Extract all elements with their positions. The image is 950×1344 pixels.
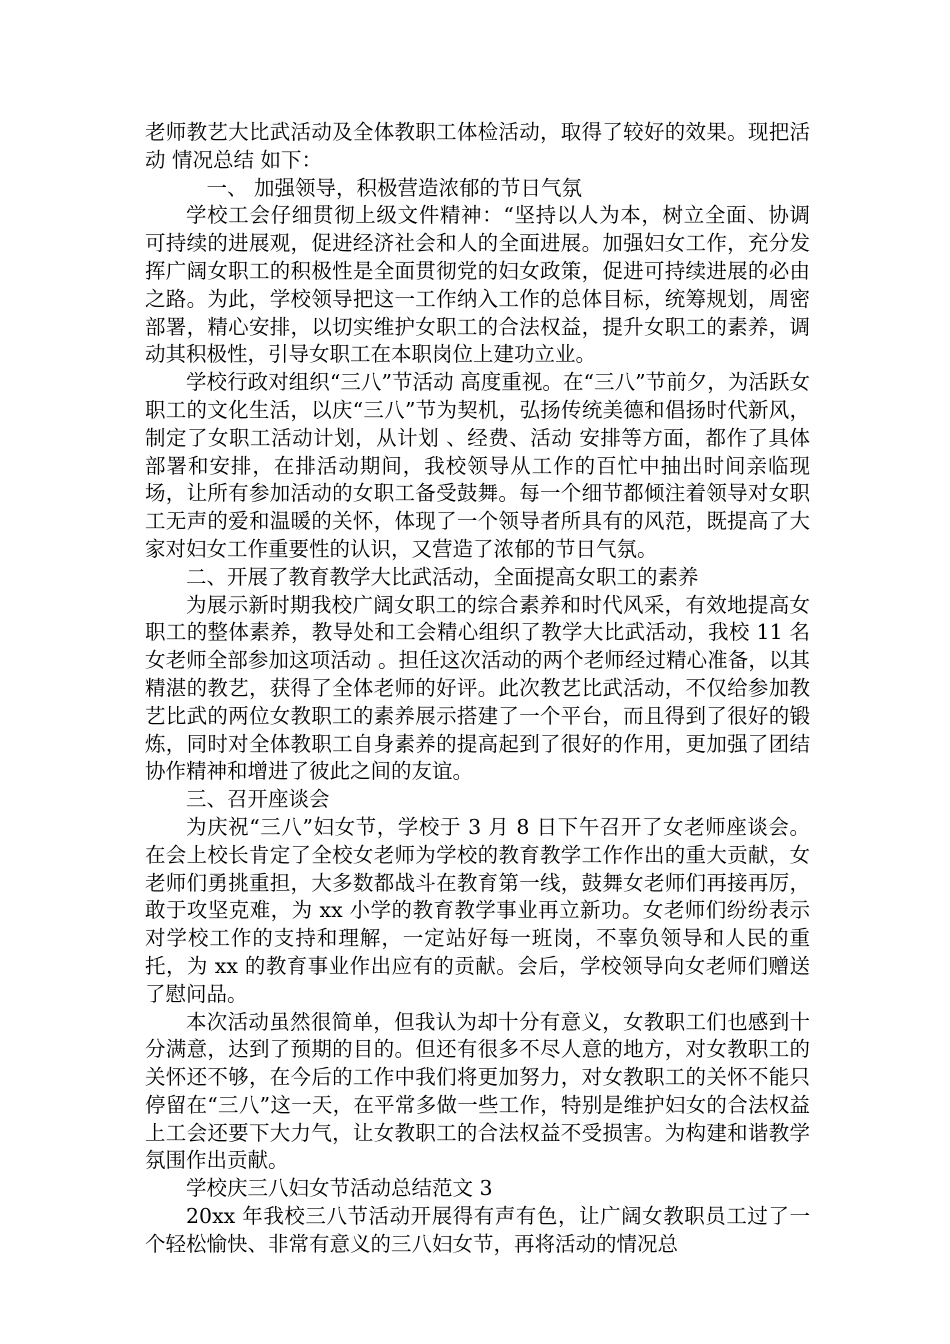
paragraph-body: 为展示新时期我校广阔女职工的综合素养和时代风采，有效地提高女职工的整体素养，教导处和工会精心组织了教学大比武活动，我校 11 名女老师全部参加这项活动 。担任这次活动的两个老师经过精心准备，以其精湛的教艺，获得了全体老师的好评。此次教艺比武活动，不仅给参加教艺比武的两位女教职工的素养展示搭建了一个平台，而且得到了很好的锻炼，同时对全体教职工自身素养的提高起到了很好的作用，更加强了团结协作精神和增进了彼此之间的友谊。 (145, 592, 810, 784)
section-heading-3: 三、召开座谈会 (186, 787, 330, 812)
paragraph-intro: 老师教艺大比武活动及全体教职工体检活动，取得了较好的效果。现把活动 情况总结 如下： (145, 120, 810, 172)
paragraph-body: 学校工会仔细贯彻上级文件精神：“坚持以人为本，树立全面、协调可持续的进展观，促进经济社会和人的全面进展。加强妇女工作，充分发挥广阔女职工的积极性是全面贯彻党的妇女政策，促进可持续进展的必由之路。为此，学校领导把这一工作纳入工作的总体目标，统筹规划，周密部署，精心安排，以切实维护女职工的合法权益，提升女职工的素养，调动其积极性，引导女职工在本职岗位上建功立业。 (145, 203, 810, 367)
document-page (145, 119, 810, 1259)
article-title: 学校庆三八妇女节活动总结范文 3 (186, 1176, 493, 1201)
paragraph-body: 本次活动虽然很简单，但我认为却十分有意义，女教职工们也感到十分满意，达到了预期的目的。但还有很多不尽人意的地方，对女教职工的关怀还不够，在今后的工作中我们将更加努力，对女教职工的关怀不能只停留在“三八”这一天，在平常多做一些工作，特别是维护妇女的合法权益上工会还要下大力气，让女教职工的合法权益不受损害。为构建和谐教学氛围作出贡献。 (145, 1009, 810, 1173)
paragraph-body: 学校行政对组织“三八”节活动 高度重视。在“三八”节前夕，为活跃女职工的文化生活，以庆“三八”节为契机，弘扬传统美德和倡扬时代新风，制定了女职工活动计划，从计划 、经费、活动 安排等方面，都作了具体部署和安排，在排活动期间，我校领导从工作的百忙中抽出时间亲临现场，让所有参加活动的女职工备受鼓舞。每一个细节都倾注着领导对女职工无声的爱和温暖的关怀，体现了一个领导者所具有的风范，既提高了大家对妇女工作重要性的认识，又营造了浓郁的节日气氛。 (145, 370, 810, 561)
section-heading-1: 一、 加强领导，积极营造浓郁的节日气氛 (206, 175, 583, 200)
section-heading-2: 二、开展了教育教学大比武活动，全面提高女职工的素养 (186, 564, 699, 589)
paragraph-body: 为庆祝“三八”妇女节，学校于 3 月 8 日下午召开了女老师座谈会。在会上校长肯定了全校女老师为学校的教育教学工作作出的重大贡献，女老师们勇挑重担，大多数都战斗在教育第一线，鼓舞女老师们再接再厉，敢于攻坚克难，为 xx 小学的教育教学事业再立新功。女老师们纷纷表示对学校工作的支持和理解，一定站好每一班岗，不辜负领导和人民的重托，为 xx 的教育事业作出应有的贡献。会后，学校领导向女老师们赠送了慰问品。 (145, 814, 810, 1006)
paragraph-body: 20xx 年我校三八节活动开展得有声有色，让广阔女教职员工过了一个轻松愉快、非常有意义的三八妇女节，再将活动的情况总 (145, 1204, 810, 1256)
